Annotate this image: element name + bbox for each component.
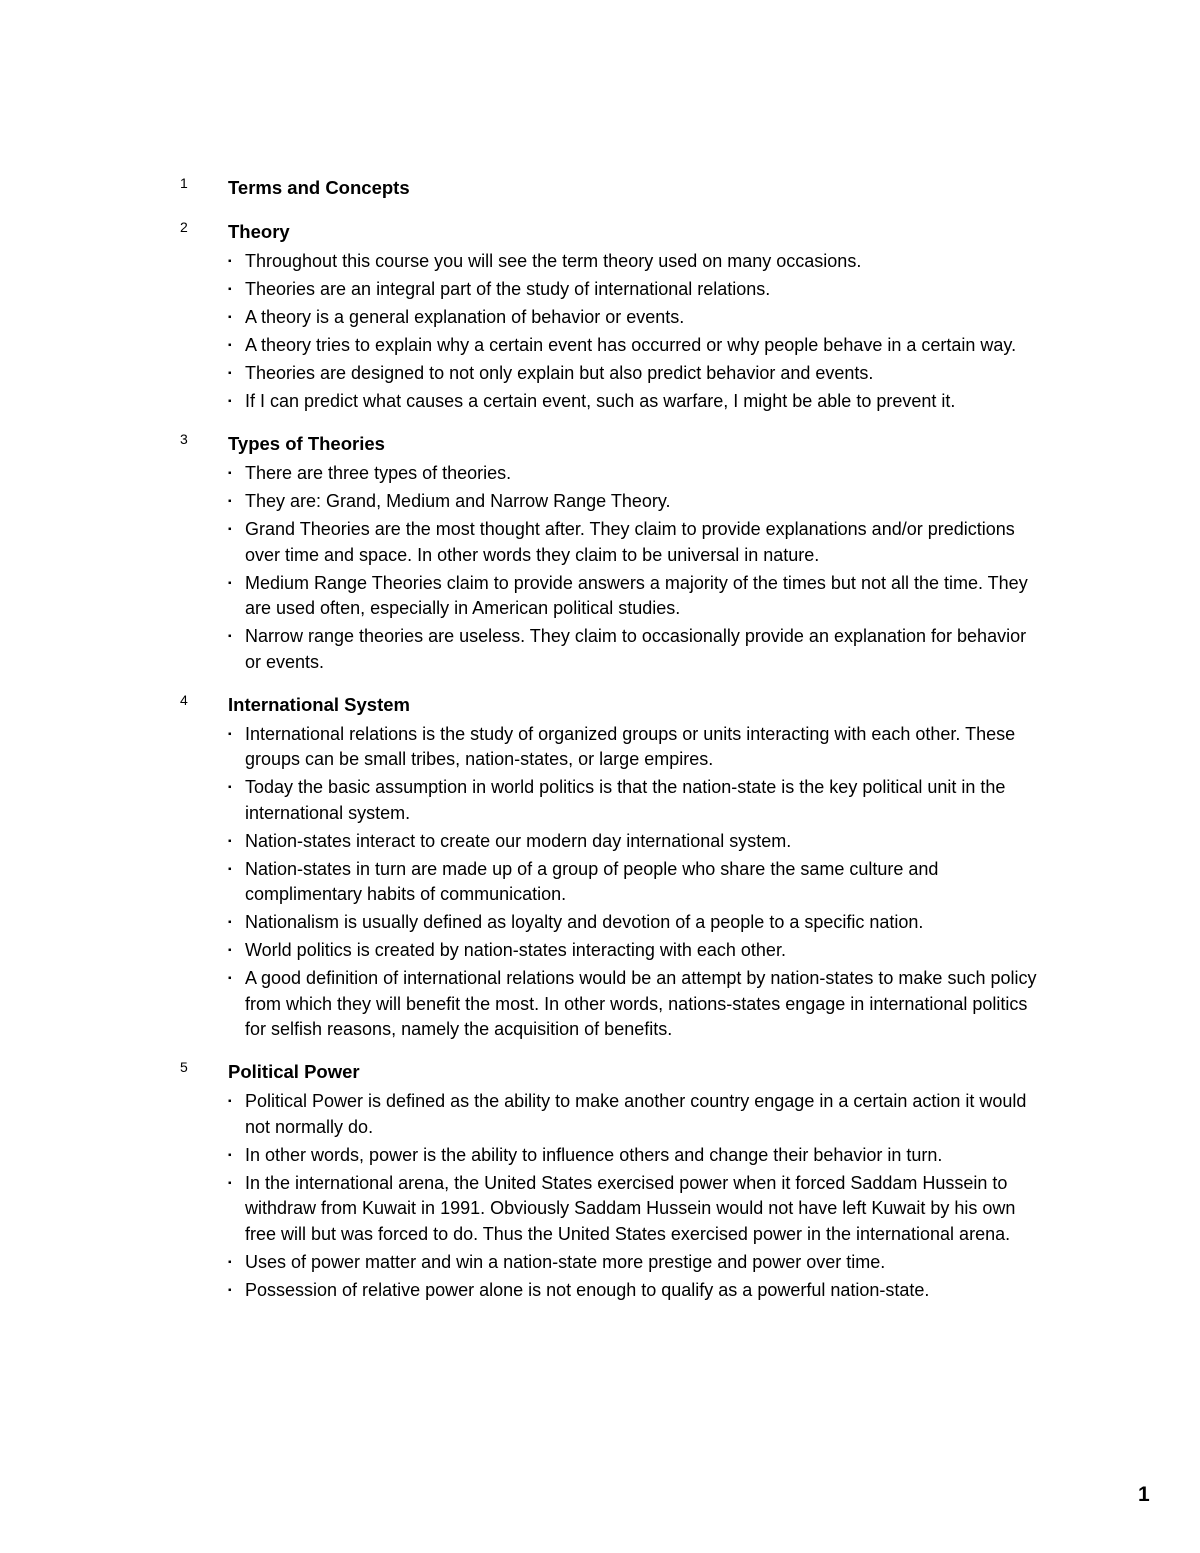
slide-number: 4: [180, 691, 188, 708]
slide-title: Theory: [228, 221, 290, 242]
slide-title: Political Power: [228, 1061, 360, 1082]
bullet-list: [0, 722, 1200, 1046]
bullet-point: ▪ In the international arena, the United States exercised power when it forced Saddam Hussein to withdraw from Kuwait in 1991. Obviously Saddam Hussein would not have left Kuwait by his own free will but was forced to do. Thus the United States exercised power in the international arena.: [245, 1171, 1040, 1250]
bullet-point: ▪ In other words, power is the ability to influence others and change their behavior in turn.: [245, 1143, 1040, 1171]
bullet-point: ▪ Political Power is defined as the ability to make another country engage in a certain action it would not normally do.: [245, 1089, 1040, 1143]
bullet-point: ▪ A theory is a general explanation of behavior or events.: [245, 305, 1040, 333]
bullet-point: ▪ Theories are designed to not only explain but also predict behavior and events.: [245, 361, 1040, 389]
bullet-list: [0, 1089, 1200, 1306]
bullet-point: ▪ Uses of power matter and win a nation-state more prestige and power over time.: [245, 1250, 1040, 1278]
outline-slide: [0, 688, 1200, 1046]
bullet-point: ▪ World politics is created by nation-states interacting with each other.: [245, 938, 1040, 966]
outline-slide: [0, 1055, 1200, 1306]
slide-title: International System: [228, 693, 410, 715]
slide-title: Terms and Concepts: [228, 177, 410, 198]
bullet-point: ▪ A good definition of international relations would be an attempt by nation-states to make such policy from which they will benefit the most. In other words, nations-states engage in international politics for selfish reasons, namely the acquisition of benefits.: [245, 966, 1040, 1045]
bullet-point: ▪ They are: Grand, Medium and Narrow Range Theory.: [245, 489, 1040, 517]
outline-slide: [0, 215, 1200, 417]
bullet-point: ▪ Medium Range Theories claim to provide answers a majority of the times but not all the time. They are used often, especially in American political studies.: [245, 571, 1040, 625]
bullet-point: ▪ There are three types of theories.: [245, 461, 1040, 489]
bullet-point: ▪ Theories are an integral part of the study of international relations.: [245, 277, 1040, 305]
bullet-point: ▪ Possession of relative power alone is not enough to qualify as a powerful nation-state.: [245, 1278, 1040, 1306]
slide-number: 2: [180, 219, 188, 235]
bullet-point: ▪ Narrow range theories are useless. They claim to occasionally provide an explanation for behavior or events.: [245, 624, 1040, 678]
outline-slide: [0, 171, 1200, 205]
slide-number: 1: [180, 175, 188, 191]
bullet-point: ▪ Nation-states interact to create our modern day international system.: [245, 829, 1040, 857]
page-number: 1: [1138, 1483, 1150, 1506]
bullet-list: [0, 461, 1200, 678]
bullet-point: ▪ If I can predict what causes a certain event, such as warfare, I might be able to prevent it.: [245, 389, 1040, 417]
outline-slide: [0, 427, 1200, 678]
bullet-point: ▪ Throughout this course you will see the term theory used on many occasions.: [245, 249, 1040, 277]
bullet-point: ▪ International relations is the study of organized groups or units interacting with each other. These groups can be small tribes, nation-states, or large empires.: [245, 722, 1040, 776]
slide-outline: [0, 171, 1200, 1316]
slide-number: 3: [180, 431, 188, 447]
bullet-point: ▪ A theory tries to explain why a certain event has occurred or why people behave in a certain way.: [245, 333, 1040, 361]
bullet-point: ▪ Nation-states in turn are made up of a group of people who share the same culture and complimentary habits of communication.: [245, 857, 1040, 911]
bullet-point: ▪ Grand Theories are the most thought after. They claim to provide explanations and/or predictions over time and space. In other words they claim to be universal in nature.: [245, 517, 1040, 571]
slide-number: 5: [180, 1059, 188, 1075]
slide-title: Types of Theories: [228, 433, 385, 454]
bullet-point: ▪ Nationalism is usually defined as loyalty and devotion of a people to a specific nation.: [245, 910, 1040, 938]
bullet-point: ▪ Today the basic assumption in world politics is that the nation-state is the key political unit in the international system.: [245, 775, 1040, 829]
bullet-list: [0, 249, 1200, 417]
